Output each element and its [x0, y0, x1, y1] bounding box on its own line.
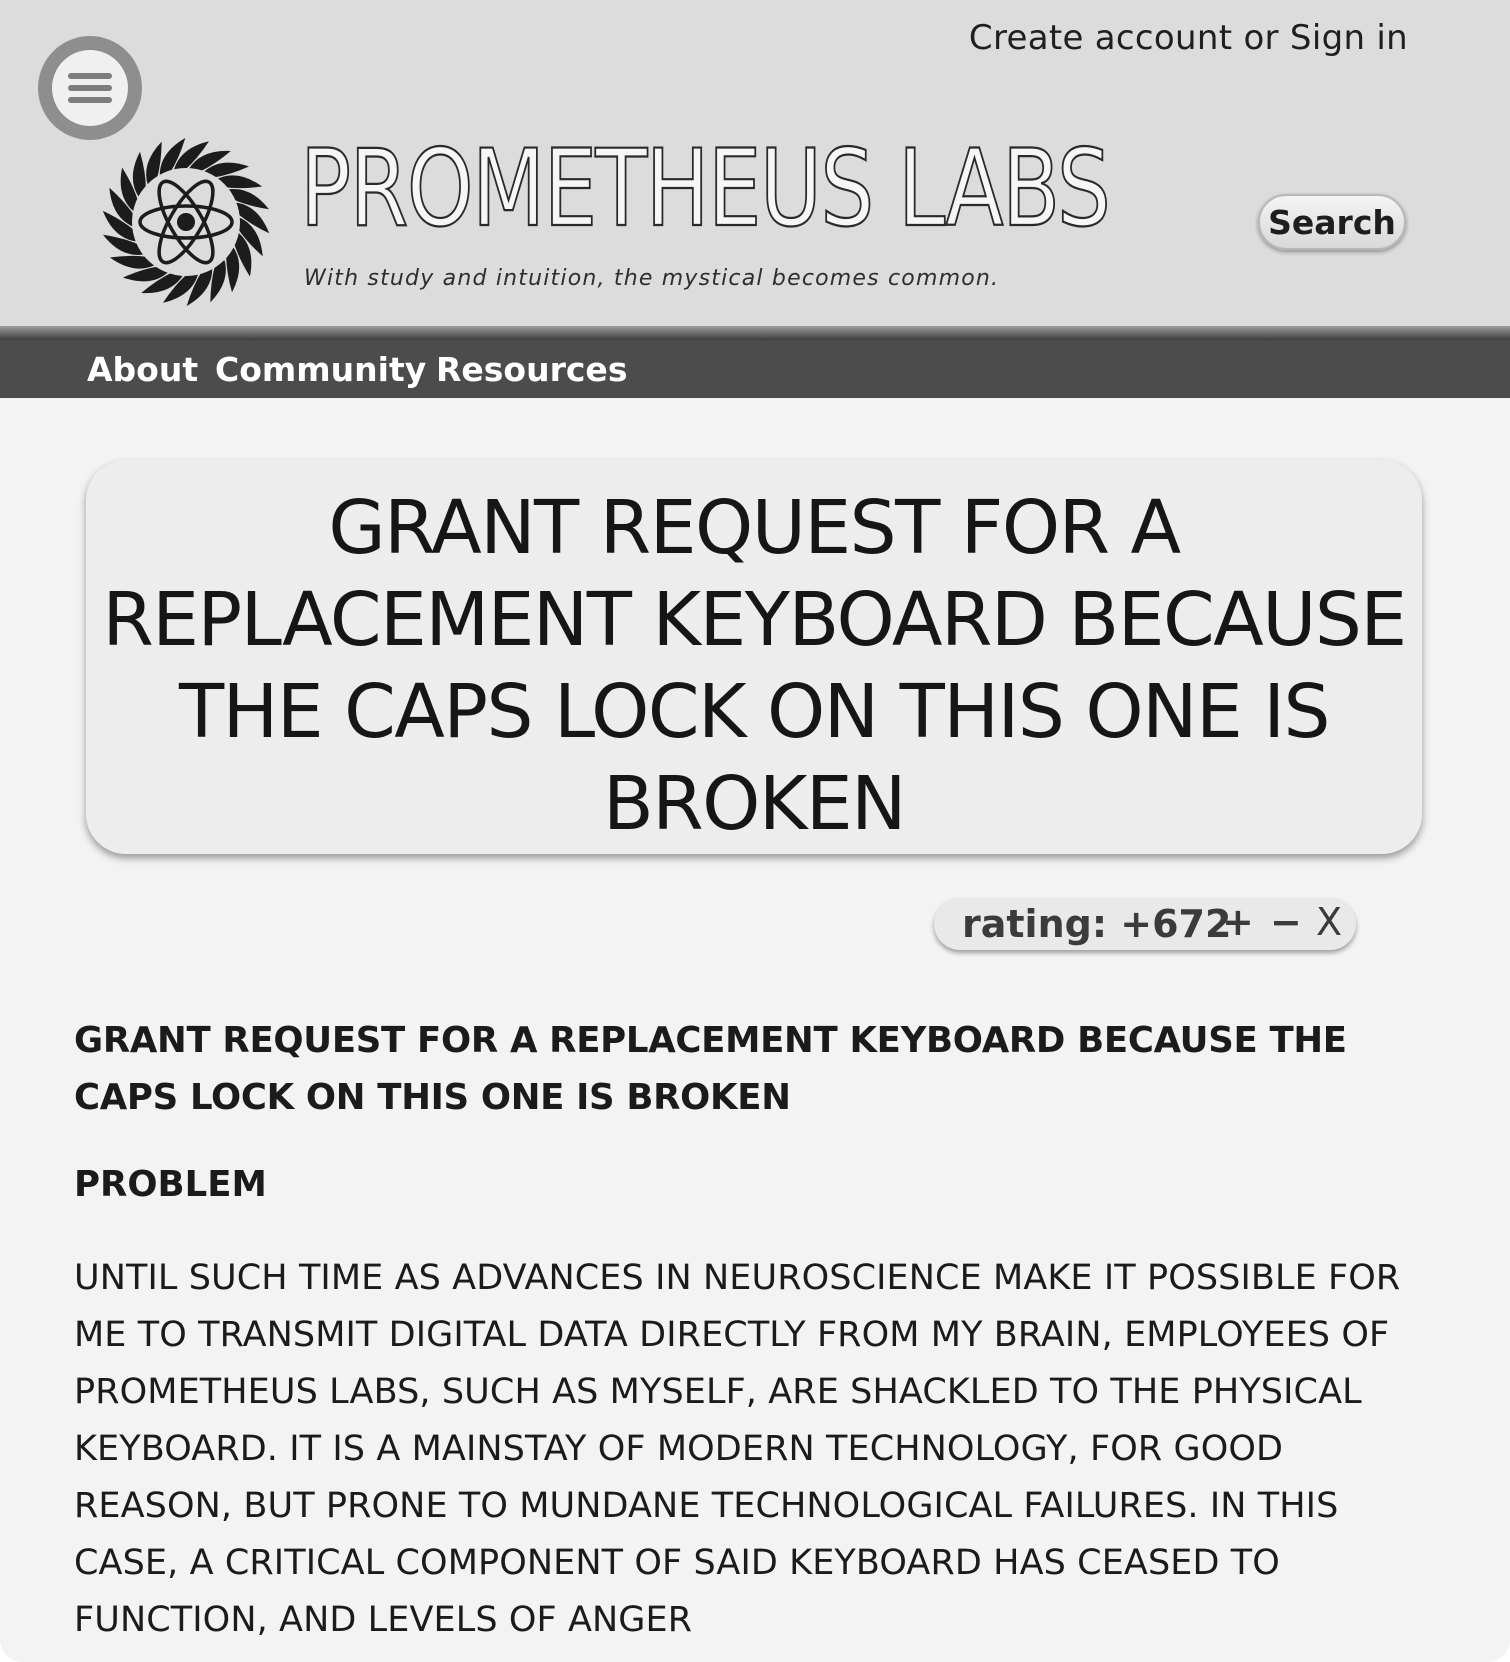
article-paragraph: UNTIL SUCH TIME AS ADVANCES IN NEUROSCIENCE MAKE IT POSSIBLE FOR ME TO TRANSMIT DIGITAL DATA DIRECTLY FROM MY BRAIN, EMPLOYEES OF PROMETHEUS LABS, SUCH AS MYSELF, ARE SHACKLED TO THE PHYSICAL KEYBOARD. IT IS A MAINSTAY OF MODERN TECHNOLOGY, FOR GOOD REASON, BUT PRONE TO MUNDANE TECHNOLOGICAL FAILURES. IN THIS CASE, A CRITICAL COMPONENT OF SAID KEYBOARD HAS CEASED TO FUNCTION, AND LEVELS OF ANGER: [74, 1258, 1401, 1640]
account-link[interactable]: Create account or Sign in: [968, 18, 1408, 58]
menu-button[interactable]: [38, 36, 142, 140]
nav-item-community[interactable]: Community: [215, 350, 427, 389]
rate-down-button[interactable]: −: [1270, 900, 1302, 944]
site-tagline: With study and intuition, the mystical becomes common.: [304, 266, 1000, 291]
site-title[interactable]: PROMETHEUS LABS: [300, 127, 1110, 250]
article-body: [74, 1012, 1444, 1649]
site-header: [0, 0, 1510, 336]
page-title: GRANT REQUEST FOR A REPLACEMENT KEYBOARD BECAUSE THE CAPS LOCK ON THIS ONE IS BROKEN: [102, 485, 1406, 847]
rate-cancel-button[interactable]: X: [1316, 900, 1343, 944]
atom-sunburst-logo-icon: [98, 134, 274, 310]
rate-up-button[interactable]: +: [1222, 900, 1254, 944]
nav-item-about[interactable]: About: [87, 350, 199, 389]
page-title-card: [86, 460, 1422, 854]
search-button[interactable]: Search: [1258, 194, 1406, 250]
header-divider: [0, 326, 1510, 340]
nav-item-resources[interactable]: Resources: [436, 350, 628, 389]
rating-value: rating: +672: [962, 902, 1232, 946]
hamburger-menu-icon: [52, 50, 128, 126]
article-heading: GRANT REQUEST FOR A REPLACEMENT KEYBOARD BECAUSE THE CAPS LOCK ON THIS ONE IS BROKEN: [74, 1020, 1347, 1118]
menu-button-face: [52, 50, 128, 126]
top-nav: [0, 340, 1510, 398]
section-heading-problem: PROBLEM: [74, 1164, 267, 1205]
rating-widget: [934, 898, 1356, 950]
